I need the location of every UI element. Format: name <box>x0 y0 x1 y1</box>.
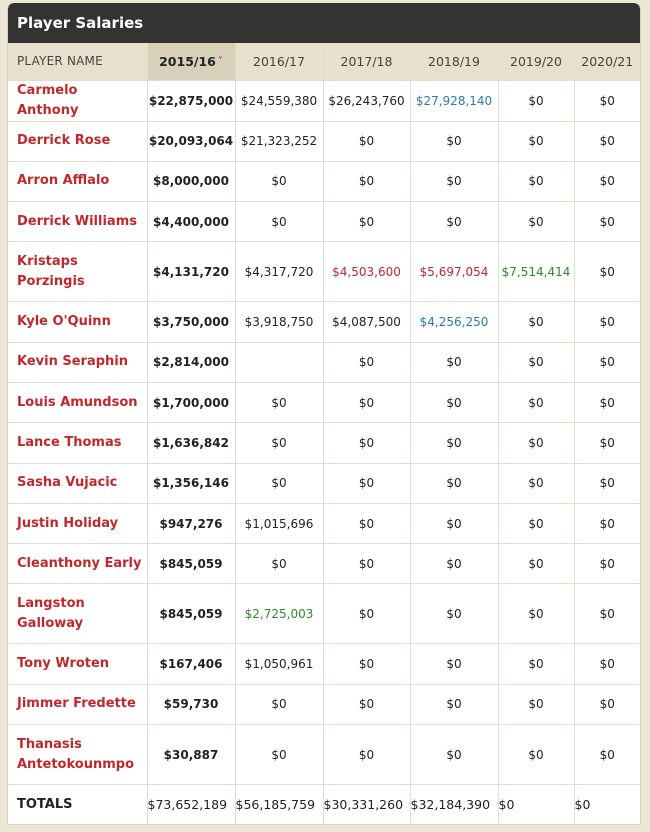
totals-label: TOTALS <box>8 785 147 825</box>
salary-cell: $0 <box>574 121 640 161</box>
salary-cell: $4,503,600 <box>323 242 410 302</box>
player-name-link[interactable]: Tony Wroten <box>8 644 147 684</box>
column-header-2017-18[interactable] <box>323 43 410 80</box>
salary-cell: $947,276 <box>147 503 235 543</box>
salary-cell: $22,875,000 <box>147 80 235 121</box>
column-header-2019-20[interactable] <box>498 43 574 80</box>
salary-cell: $21,323,252 <box>235 121 323 161</box>
player-name-link[interactable]: Lance Thomas <box>8 423 147 463</box>
player-name-link[interactable]: Carmelo Anthony <box>8 80 147 121</box>
salary-cell: $0 <box>323 503 410 543</box>
salary-cell: $0 <box>410 584 498 644</box>
salary-cell: $0 <box>410 342 498 382</box>
total-value: $32,184,390 <box>410 785 498 825</box>
salary-cell: $0 <box>410 202 498 242</box>
total-value: $0 <box>574 785 640 825</box>
table-row <box>8 644 640 684</box>
salary-cell: $0 <box>410 161 498 201</box>
salary-cell: $4,317,720 <box>235 242 323 302</box>
player-name-link[interactable]: Thanasis Antetokounmpo <box>8 725 147 785</box>
salary-cell: $59,730 <box>147 684 235 724</box>
salary-cell: $0 <box>323 342 410 382</box>
salary-cell: $0 <box>498 121 574 161</box>
salary-cell: $0 <box>235 423 323 463</box>
table-row <box>8 503 640 543</box>
salary-cell: $0 <box>574 725 640 785</box>
salary-cell: $0 <box>410 463 498 503</box>
table-row <box>8 342 640 382</box>
salary-cell: $845,059 <box>147 544 235 584</box>
salary-cell: $0 <box>574 684 640 724</box>
player-name-link[interactable]: Kristaps Porzingis <box>8 242 147 302</box>
salary-cell: $0 <box>498 684 574 724</box>
table-row <box>8 161 640 201</box>
salary-cell: $1,700,000 <box>147 382 235 422</box>
salary-cell: $0 <box>235 684 323 724</box>
column-header-label: 2019/20 <box>510 53 562 69</box>
salary-cell: $0 <box>323 544 410 584</box>
salary-cell <box>235 342 323 382</box>
salary-cell: $0 <box>410 382 498 422</box>
table-row <box>8 382 640 422</box>
salary-cell: $0 <box>323 584 410 644</box>
panel-title: Player Salaries <box>8 3 640 43</box>
salary-cell: $0 <box>498 423 574 463</box>
player-salaries-panel <box>7 3 641 825</box>
salary-cell: $0 <box>235 725 323 785</box>
table-row <box>8 121 640 161</box>
player-name-link[interactable]: Derrick Rose <box>8 121 147 161</box>
table-row <box>8 302 640 342</box>
salary-cell: $0 <box>498 644 574 684</box>
table-row <box>8 202 640 242</box>
column-header-2016-17[interactable] <box>235 43 323 80</box>
player-name-link[interactable]: Sasha Vujacic <box>8 463 147 503</box>
salary-cell: $26,243,760 <box>323 80 410 121</box>
total-value: $73,652,189 <box>147 785 235 825</box>
salary-cell: $0 <box>323 202 410 242</box>
salary-cell: $0 <box>498 161 574 201</box>
salary-cell: $0 <box>574 342 640 382</box>
sort-desc-icon: ˅ <box>217 55 223 67</box>
totals-row <box>8 785 640 825</box>
salary-cell: $3,750,000 <box>147 302 235 342</box>
salary-cell: $0 <box>574 242 640 302</box>
salary-cell: $1,050,961 <box>235 644 323 684</box>
column-header-2020-21[interactable] <box>574 43 640 80</box>
salary-cell: $2,814,000 <box>147 342 235 382</box>
player-name-link[interactable]: Derrick Williams <box>8 202 147 242</box>
column-header-label: 2017/18 <box>340 53 393 69</box>
table-row <box>8 463 640 503</box>
total-value: $0 <box>498 785 574 825</box>
salary-cell: $0 <box>498 725 574 785</box>
salary-cell: $845,059 <box>147 584 235 644</box>
salary-cell: $4,087,500 <box>323 302 410 342</box>
salary-cell: $0 <box>574 584 640 644</box>
salary-rows <box>8 80 640 785</box>
salary-cell: $0 <box>498 302 574 342</box>
player-name-link[interactable]: Justin Holiday <box>8 503 147 543</box>
table-row <box>8 423 640 463</box>
salary-cell: $0 <box>574 463 640 503</box>
table-row <box>8 584 640 644</box>
salary-cell: $20,093,064 <box>147 121 235 161</box>
salary-cell: $0 <box>235 382 323 422</box>
salary-cell: $0 <box>498 342 574 382</box>
salary-cell: $0 <box>574 382 640 422</box>
salary-cell: $2,725,003 <box>235 584 323 644</box>
player-name-link[interactable]: Arron Afflalo <box>8 161 147 201</box>
player-name-link[interactable]: Kyle O'Quinn <box>8 302 147 342</box>
salary-cell: $0 <box>410 503 498 543</box>
salary-cell: $0 <box>498 382 574 422</box>
salary-cell: $0 <box>498 202 574 242</box>
column-header-label: PLAYER NAME <box>17 54 103 69</box>
salary-cell: $0 <box>574 302 640 342</box>
table-row <box>8 544 640 584</box>
salary-cell: $7,514,414 <box>498 242 574 302</box>
salary-cell: $3,918,750 <box>235 302 323 342</box>
column-header-row <box>8 43 640 80</box>
table-row <box>8 684 640 724</box>
column-header-label: 2018/19 <box>428 53 480 69</box>
player-name-link[interactable]: Cleanthony Early <box>8 544 147 584</box>
salary-cell: $0 <box>498 503 574 543</box>
player-name-link[interactable]: Jimmer Fredette <box>8 684 147 724</box>
player-name-link[interactable]: Langston Galloway <box>8 584 147 644</box>
salary-cell: $0 <box>323 121 410 161</box>
salary-cell: $0 <box>498 80 574 121</box>
salary-cell: $0 <box>498 544 574 584</box>
column-header-label: 2016/17 <box>253 53 305 69</box>
salary-cell: $0 <box>410 725 498 785</box>
salary-cell: $0 <box>323 161 410 201</box>
column-header-player-name[interactable] <box>8 43 147 80</box>
salary-cell: $27,928,140 <box>410 80 498 121</box>
column-header-2018-19[interactable] <box>410 43 498 80</box>
salary-cell: $0 <box>410 644 498 684</box>
salary-cell: $0 <box>410 423 498 463</box>
column-header-label: 2015/16 <box>159 53 216 69</box>
player-name-link[interactable]: Kevin Seraphin <box>8 342 147 382</box>
player-name-link[interactable]: Louis Amundson <box>8 382 147 422</box>
salary-cell: $0 <box>574 80 640 121</box>
salary-cell: $0 <box>323 644 410 684</box>
salary-cell: $0 <box>574 644 640 684</box>
salary-cell: $5,697,054 <box>410 242 498 302</box>
salary-cell: $4,256,250 <box>410 302 498 342</box>
salary-cell: $0 <box>323 423 410 463</box>
salary-cell: $0 <box>323 382 410 422</box>
salary-cell: $0 <box>323 684 410 724</box>
salary-cell: $0 <box>235 463 323 503</box>
salary-cell: $0 <box>574 544 640 584</box>
salary-cell: $4,400,000 <box>147 202 235 242</box>
column-header-2015-16[interactable] <box>147 43 235 80</box>
total-value: $30,331,260 <box>323 785 410 825</box>
salary-cell: $1,015,696 <box>235 503 323 543</box>
salary-cell: $167,406 <box>147 644 235 684</box>
column-header-label: 2020/21 <box>581 53 634 69</box>
salary-cell: $0 <box>574 503 640 543</box>
table-row <box>8 242 640 302</box>
salary-cell: $0 <box>498 463 574 503</box>
table-row <box>8 725 640 785</box>
salary-cell: $0 <box>410 121 498 161</box>
salary-cell: $4,131,720 <box>147 242 235 302</box>
total-value: $56,185,759 <box>235 785 323 825</box>
salary-cell: $0 <box>235 161 323 201</box>
salary-cell: $24,559,380 <box>235 80 323 121</box>
salary-cell: $0 <box>410 684 498 724</box>
salary-cell: $0 <box>235 544 323 584</box>
salary-cell: $0 <box>235 202 323 242</box>
table-row <box>8 80 640 121</box>
salary-cell: $0 <box>574 202 640 242</box>
salary-cell: $1,636,842 <box>147 423 235 463</box>
salary-cell: $30,887 <box>147 725 235 785</box>
salary-cell: $0 <box>498 584 574 644</box>
salary-cell: $0 <box>323 725 410 785</box>
salary-table <box>8 43 640 825</box>
salary-cell: $0 <box>410 544 498 584</box>
salary-cell: $0 <box>323 463 410 503</box>
salary-cell: $0 <box>574 423 640 463</box>
salary-cell: $1,356,146 <box>147 463 235 503</box>
salary-cell: $0 <box>574 161 640 201</box>
salary-cell: $8,000,000 <box>147 161 235 201</box>
